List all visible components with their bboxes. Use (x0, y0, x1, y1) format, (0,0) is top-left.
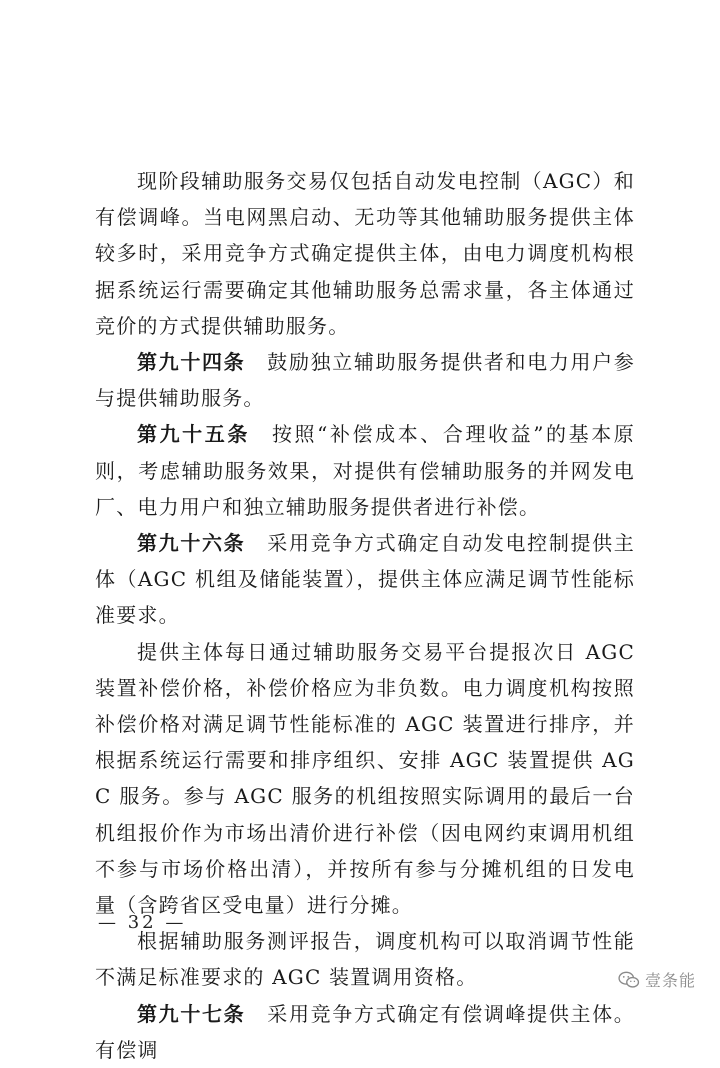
paragraph-agc-cancel-text: 根据辅助服务测评报告，调度机构可以取消调节性能不满足标准要求的 AGC 装置调用资格。 (95, 929, 635, 990)
paragraph-agc-pricing (95, 634, 635, 924)
article-97 (95, 996, 635, 1068)
article-94-number: 第九十四条 (137, 350, 246, 375)
article-96 (95, 525, 635, 634)
article-95-number: 第九十五条 (137, 422, 250, 447)
paragraph-agc-pricing-text: 提供主体每日通过辅助服务交易平台提报次日 AGC 装置补偿价格，补偿价格应为非负数。电力调度机构按照补偿价格对满足调节性能标准的 AGC 装置进行排序，并根据系统运行需要和排序组织、安排 AGC 装置提供 AGC 服务。参与 AGC 服务的机组按照实际调用的最后一台机组报价作为市场出清价进行补偿（因电网约束调用机组不参与市场价格出清），并按所有参与分摊机组的日发电量（含跨省区受电量）进行分摊。 (95, 639, 635, 918)
article-97-text: 采用竞争方式确定有偿调峰提供主体。有偿调 (95, 1001, 636, 1062)
article-96-text: 采用竞争方式确定自动发电控制提供主体（AGC 机组及储能装置），提供主体应满足调节性能标准要求。 (95, 531, 636, 628)
wechat-icon (618, 971, 640, 989)
wechat-watermark (618, 968, 696, 991)
article-95-text: 按照“补偿成本、合理收益”的基本原则，考虑辅助服务效果，对提供有偿辅助服务的并网发电厂、电力用户和独立辅助服务提供者进行补偿。 (95, 422, 636, 519)
paragraph-1 (95, 163, 635, 344)
page-number: — 32 — (98, 912, 187, 933)
article-95 (95, 416, 635, 525)
article-94 (95, 344, 635, 416)
paragraph-agc-cancel (95, 923, 635, 995)
article-96-number: 第九十六条 (137, 531, 246, 556)
watermark-label: 壹条能 (644, 971, 696, 990)
article-94-text: 鼓励独立辅助服务提供者和电力用户参与提供辅助服务。 (95, 350, 636, 411)
paragraph-1-text: 现阶段辅助服务交易仅包括自动发电控制（AGC）和有偿调峰。当电网黑启动、无功等其他辅助服务提供主体较多时，采用竞争方式确定提供主体，由电力调度机构根据系统运行需要确定其他辅助服务总需求量，各主体通过竞价的方式提供辅助服务。 (95, 169, 635, 338)
article-97-number: 第九十七条 (137, 1001, 246, 1026)
